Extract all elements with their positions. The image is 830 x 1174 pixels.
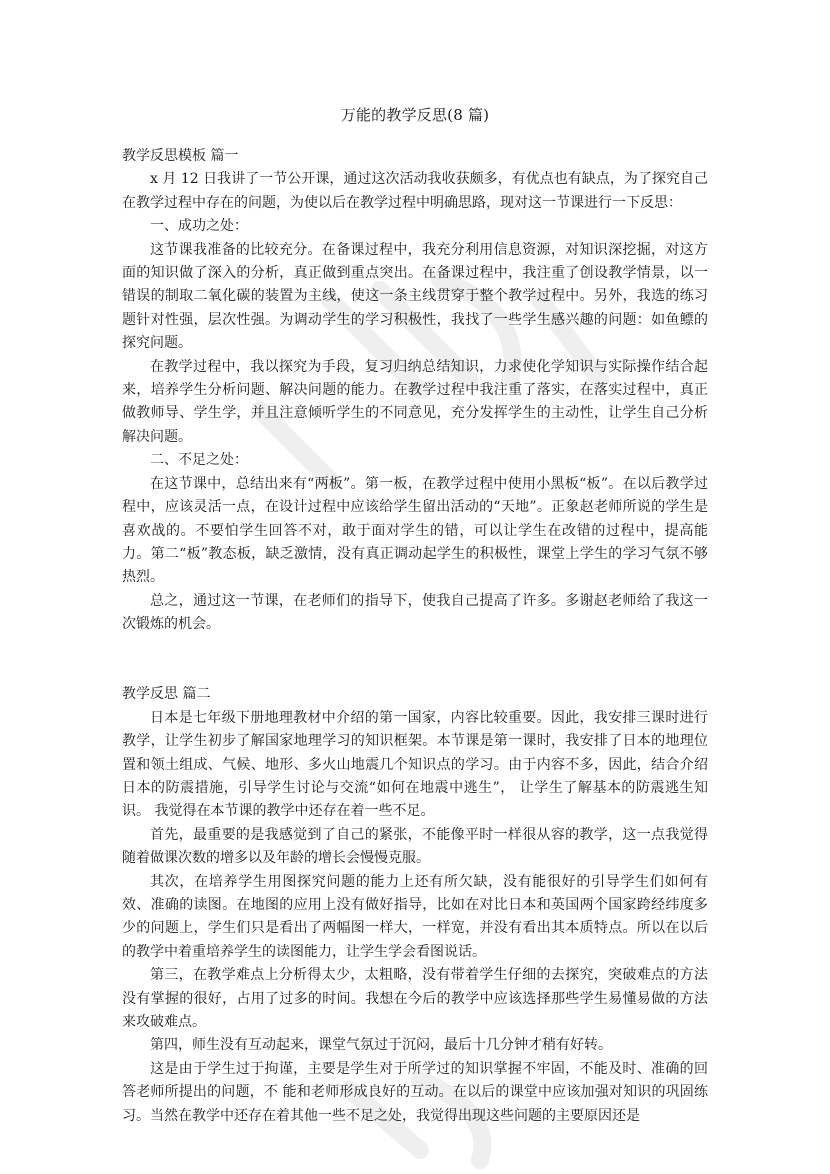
section-spacer — [122, 660, 708, 683]
section1-paragraph-3: 在这节课中，总结出来有“两板”。第一板，在教学过程中使用小黑板“板”。在以后教学过程中，应该灵活一点，在设计过程中应该给学生留出活动的“天地”。正象赵老师所说的学生是喜欢战的。不要怕学生回答不对，敢于面对学生的错，可以让学生在改错的过程中，提高能力。第二“板”教态板，缺乏激情，没有真正调动起学生的积极性，课堂上学生的学习气氛不够热烈。 — [122, 475, 708, 586]
section-heading-2: 教学反思 篇二 — [122, 686, 211, 703]
section2-paragraph-5: 第四，师生没有互动起来，课堂气氛过于沉闷，最后十几分钟才稍有好转。 — [150, 1037, 612, 1054]
section2-paragraph-2: 首先，最重要的是我感觉到了自己的紧张，不能像平时一样很从容的教学，这一点我觉得随着做课次数的增多以及年龄的增长会慢慢克服。 — [122, 826, 708, 867]
section2-paragraph-3: 其次，在培养学生用图探究问题的能力上还有所欠缺，没有能很好的引导学生们如何有效、准确的读图。在地图的应用上没有做好指导，比如在对比日本和英国两个国家跨经纬度多少的问题上，学生们只是看出了两幅图一样大，一样宽，并没有看出其本质特点。所以在以后的教学中着重培养学生的读图能力，让学生学会看图说话。 — [122, 873, 708, 960]
section-heading-1: 教学反思模板 篇一 — [122, 148, 239, 164]
section1-paragraph-4: 总之，通过这一节课，在老师们的指导下，使我自己提高了许多。多谢赵老师给了我这一次锻炼的机会。 — [122, 592, 708, 633]
document-body — [122, 145, 708, 1128]
section1-subheading-success: 一、成功之处： — [150, 218, 248, 235]
section1-intro: x 月 12 日我讲了一节公开课，通过这次活动我收获颇多，有优点也有缺点，为了探究自己在教学过程中存在的问题，为使以后在教学过程中明确思路，现对这一节课进行一下反思： — [122, 171, 708, 211]
section1-paragraph-2: 在教学过程中，我以探究为手段，复习归纳总结知识，力求使化学知识与实际操作结合起来，培养学生分析问题、解决问题的能力。在教学过程中我注重了落实，在落实过程中，真正做教师导、学生学，并且注意倾听学生的不同意见，充分发挥学生的主动性，让学生自己分析解决问题。 — [122, 358, 708, 445]
section2-paragraph-1: 日本是七年级下册地理教材中介绍的第一国家，内容比较重要。因此，我安排三课时进行教学，让学生初步了解国家地理学习的知识框架。本节课是第一课时，我安排了日本的地理位置和领土组成、气候、地形、多火山地震几个知识点的学习。由于内容不多，因此，结合介绍日本的防震措施，引导学生讨论与交流“如何在地震中逃生”， 让学生了解基本的防震逃生知识。 我觉得在本节课的教学中还存在着一些不足。 — [122, 709, 708, 820]
section2-paragraph-6: 这是由于学生过于拘谨，主要是学生对于所学过的知识掌握不牢固，不能及时、准确的回答老师所提出的问题，不 能和老师形成良好的互动。在以后的课堂中应该加强对知识的巩固练习。当然在教学中还存在着其他一些不足之处，我觉得出现这些问题的主要原因还是 — [122, 1060, 708, 1124]
section2-paragraph-4: 第三，在教学难点上分析得太少，太粗略，没有带着学生仔细的去探究，突破难点的方法没有掌握的很好，占用了过多的时间。我想在今后的教学中应该选择那些学生易懂易做的方法来攻破难点。 — [122, 967, 708, 1030]
section1-subheading-shortcomings: 二、不足之处： — [150, 452, 248, 469]
section-spacer — [122, 637, 708, 660]
section1-paragraph-1: 这节课我准备的比较充分。在备课过程中，我充分利用信息资源，对知识深挖掘，对这方面的知识做了深入的分析，真正做到重点突出。在备课过程中，我注重了创设教学情景，以一错误的制取二氧化碳的装置为主线，使这一条主线贯穿于整个教学过程中。另外，我选的练习题针对性强，层次性强。为调动学生的学习积极性，我找了一些学生感兴趣的问题：如鱼鳔的探究问题。 — [122, 241, 708, 352]
document-title: 万能的教学反思(8 篇) — [340, 106, 490, 124]
